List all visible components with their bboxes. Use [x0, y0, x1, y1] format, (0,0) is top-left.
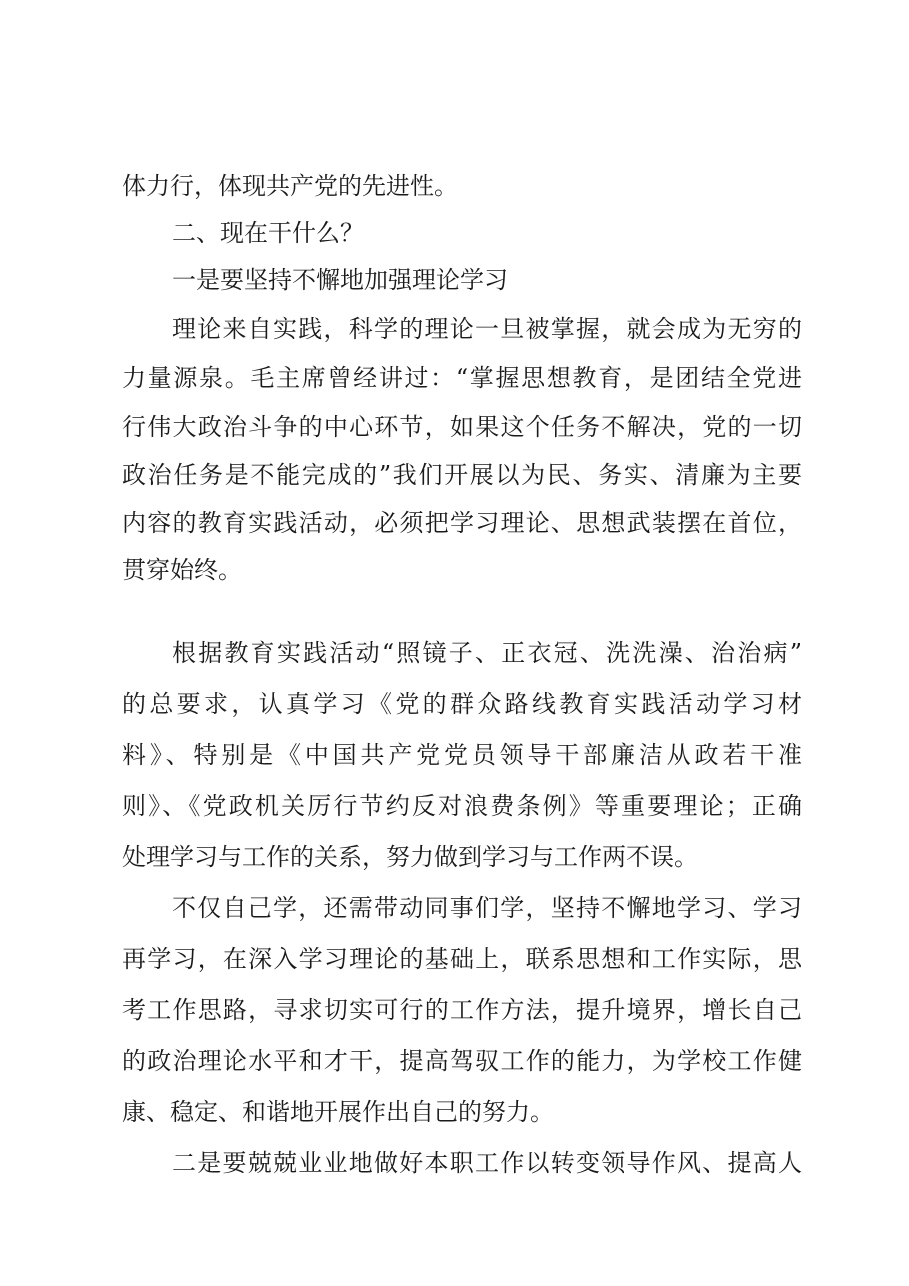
text-line-17: 考工作思路，寻求切实可行的工作方法，提升境界，增长自己 — [122, 996, 802, 1024]
text-line-19: 康、稳定、和谐地开展作出自己的努力。 — [122, 1098, 554, 1126]
text-line-1: 体力行，体现共产党的先进性。 — [122, 172, 458, 200]
text-line-15: 不仅自己学，还需带动同事们学，坚持不懈地学习、学习 — [172, 894, 802, 922]
text-line-10: 根据教育实践活动“照镜子、正衣冠、洗洗澡、治治病” — [172, 639, 802, 667]
text-line-14: 处理学习与工作的关系，努力做到学习与工作两不误。 — [122, 843, 698, 871]
text-line-5: 力量源泉。毛主席曾经讲过：“掌握思想教育，是团结全党进 — [122, 364, 802, 392]
text-line-18: 的政治理论水平和才干，提高驾驭工作的能力，为学校工作健 — [122, 1047, 802, 1075]
text-line-13: 则》、《党政机关厉行节约反对浪费条例》等重要理论；正确 — [122, 792, 802, 820]
text-line-3: 一是要坚持不懈地加强理论学习 — [172, 266, 508, 294]
text-line-7: 政治任务是不能完成的”我们开展以为民、务实、清廉为主要 — [122, 461, 802, 489]
text-line-20: 二是要兢兢业业地做好本职工作以转变领导作风、提高人 — [172, 1149, 802, 1177]
text-line-6: 行伟大政治斗争的中心环节，如果这个任务不解决，党的一切 — [122, 413, 802, 441]
text-line-16: 再学习，在深入学习理论的基础上，联系思想和工作实际，思 — [122, 945, 802, 973]
text-line-11: 的总要求，认真学习《党的群众路线教育实践活动学习材 — [122, 690, 802, 718]
text-line-8: 内容的教育实践活动，必须把学习理论、思想武装摆在首位， — [122, 509, 802, 537]
text-line-4: 理论来自实践，科学的理论一旦被掌握，就会成为无穷的 — [172, 315, 802, 343]
text-line-12: 料》、特别是《中国共产党党员领导干部廉洁从政若干准 — [122, 741, 802, 769]
text-line-2: 二、现在干什么？ — [172, 219, 364, 247]
text-line-9: 贯穿始终。 — [122, 556, 242, 584]
